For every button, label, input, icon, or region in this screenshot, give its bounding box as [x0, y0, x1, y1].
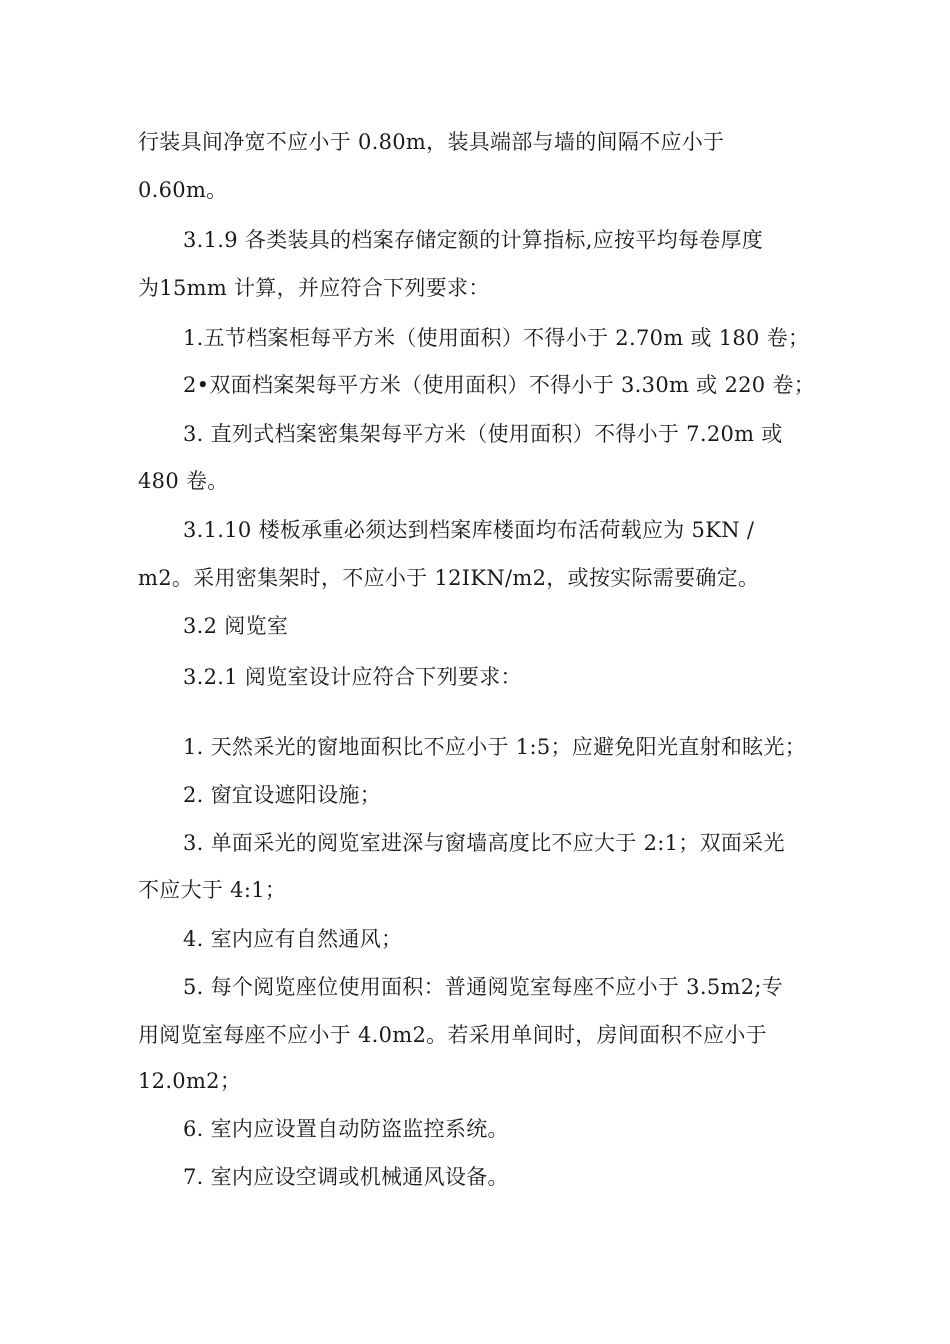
text-line: 0.60m。 [138, 178, 228, 202]
text-line: 3.2.1 阅览室设计应符合下列要求： [183, 665, 522, 689]
text-line: 1.五节档案柜每平方米（使用面积）不得小于 2.70m 或 180 卷； [183, 326, 810, 350]
list-item: 1. 天然采光的窗地面积比不应小于 1:5；应避免阳光直射和眩光； [183, 735, 807, 759]
text-line: 12.0m2； [138, 1069, 242, 1093]
text-line: 行装具间净宽不应小于 0.80m，装具端部与墙的间隔不应小于 [138, 130, 725, 154]
list-item: 6. 室内应设置自动防盗监控系统。 [183, 1117, 509, 1141]
text-line: 不应大于 4:1； [138, 878, 287, 902]
list-item: 7. 室内应设空调或机械通风设备。 [183, 1165, 509, 1189]
section-heading: 3.2 阅览室 [183, 614, 289, 638]
text-line: 用阅览室每座不应小于 4.0m2。若采用单间时，房间面积不应小于 [138, 1023, 767, 1047]
text-line: 2•双面档案架每平方米（使用面积）不得小于 3.30m 或 220 卷； [183, 373, 815, 397]
list-item: 3. 单面采光的阅览室进深与窗墙高度比不应大于 2:1；双面采光 [183, 831, 785, 855]
list-item: 4. 室内应有自然通风； [183, 927, 403, 951]
text-line: 3.1.10 楼板承重必须达到档案库楼面均布活荷载应为 5KN / [183, 518, 755, 542]
list-item: 2. 窗宜设遮阳设施； [183, 783, 382, 807]
list-item: 5. 每个阅览座位使用面积：普通阅览室每座不应小于 3.5m2;专 [183, 975, 784, 999]
text-line: m2。采用密集架时，不应小于 12IKN/m2，或按实际需要确定。 [138, 566, 760, 590]
text-line: 为15mm 计算，并应符合下列要求： [138, 276, 490, 300]
text-line: 3.1.9 各类装具的档案存储定额的计算指标,应按平均每卷厚度 [183, 228, 764, 252]
text-line: 480 卷。 [138, 469, 229, 493]
text-line: 3. 直列式档案密集架每平方米（使用面积）不得小于 7.20m 或 [183, 422, 783, 446]
